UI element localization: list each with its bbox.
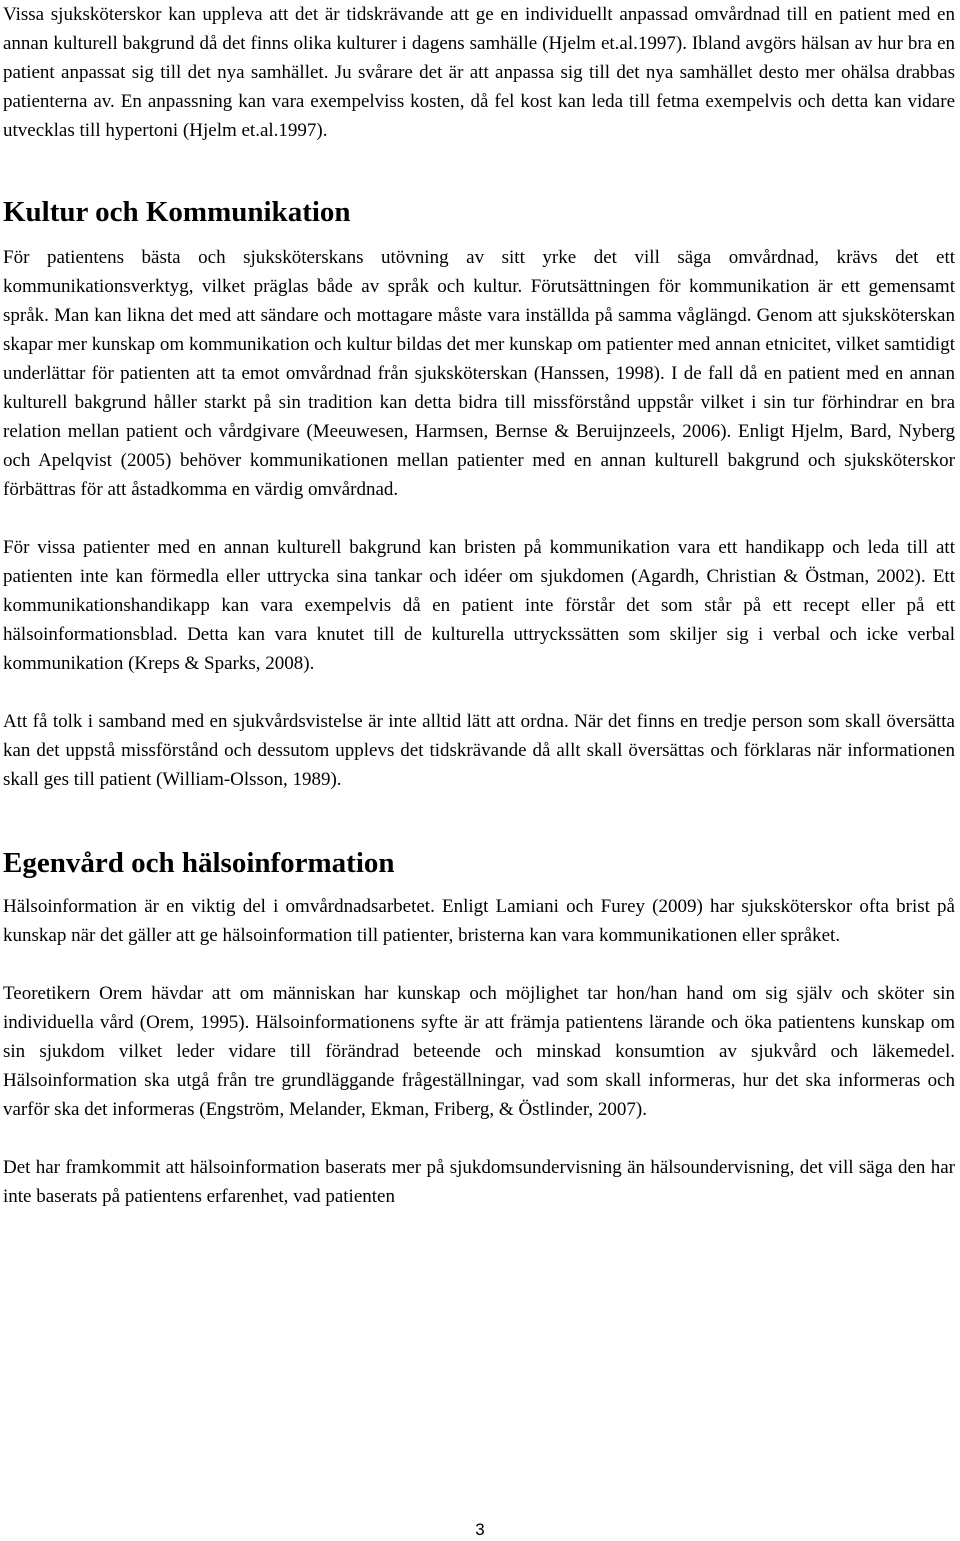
egenvard-paragraph-2: Teoretikern Orem hävdar att om människan har kunskap och möjlighet tar hon/han hand om sig själv och sköter sin individuella vård (Orem, 1995). Hälsoinformationens syfte är att främja patientens lärande och öka patientens kunskap om sin sjukdom vilket leder vidare till förändrad beteende och minskad konsumtion av sjukvård och läkemedel. Hälsoinformation ska utgå från tre grundläggande frågeställningar, vad som skall informeras, hur det ska informeras och varför ska det informeras (Engström, Melander, Ekman, Friberg, & Östlinder, 2007). — [3, 983, 955, 1120]
section-heading-kultur: Kultur och Kommunikation — [3, 196, 351, 228]
page-number: 3 — [475, 1520, 485, 1539]
document-page — [3, 0, 955, 1211]
intro-paragraph: Vissa sjuksköterskor kan uppleva att det är tidskrävande att ge en individuellt anpassad omvårdnad till en patient med en annan kulturell bakgrund då det finns olika kulturer i dagens samhälle (Hjelm et.al.1997). Ibland avgörs hälsan av hur bra en patient anpassat sig till det nya samhället. Ju svårare det är att anpassa sig till det nya samhället desto mer ohälsa drabbas patienterna av. En anpassning kan vara exempelviss kosten, då fel kost kan leda till fetma exempelvis och detta kan vidare utvecklas till hypertoni (Hjelm et.al.1997). — [3, 4, 955, 141]
section-heading-egenvard: Egenvård och hälsoinformation — [3, 847, 395, 879]
egenvard-paragraph-3: Det har framkommit att hälsoinformation baserats mer på sjukdomsundervisning än hälsoundervisning, det vill säga den har inte baserats på patientens erfarenhet, vad patienten — [3, 1157, 955, 1207]
kultur-paragraph-2: För vissa patienter med en annan kulturell bakgrund kan bristen på kommunikation vara ett handikapp och leda till att patienten inte kan förmedla eller uttrycka sina tankar och idéer om sjukdomen (Agardh, Christian & Östman, 2002). Ett kommunikationshandikapp kan vara exempelvis då en patient inte förstår det som står på ett recept eller på ett hälsoinformationsblad. Detta kan vara knutet till de kulturella uttryckssätten som skiljer sig i verbal och icke verbal kommunikation (Kreps & Sparks, 2008). — [3, 537, 955, 674]
egenvard-paragraph-1: Hälsoinformation är en viktig del i omvårdnadsarbetet. Enligt Lamiani och Furey (2009) har sjuksköterskor ofta brist på kunskap när det gäller att ge hälsoinformation till patienter, bristerna kan vara kommunikationen eller språket. — [3, 896, 955, 946]
kultur-paragraph-3: Att få tolk i samband med en sjukvårdsvistelse är inte alltid lätt att ordna. När det finns en tredje person som skall översätta kan det uppstå missförstånd och dessutom upplevs det tidskrävande då allt skall översättas och förklaras när informationen skall ges till patient (William-Olsson, 1989). — [3, 711, 955, 790]
kultur-paragraph-1: För patientens bästa och sjuksköterskans utövning av sitt yrke det vill säga omvårdnad, krävs det ett kommunikationsverktyg, vilket präglas både av språk och kultur. Förutsättningen för kommunikation är ett gemensamt språk. Man kan likna det med att sändare och mottagare måste vara inställda på samma våglängd. Genom att sjuksköterskan skapar mer kunskap om kommunikation och kultur bildas det mer kunskap om patienter med annan etnicitet, vilket samtidigt underlättar för patienten att ta emot omvårdnad från sjuksköterskan (Hanssen, 1998). I de fall då en patient med en annan kulturell bakgrund håller starkt på sin tradition kan detta bidra till missförstånd uppstår vilket i sin tur förhindrar en bra relation mellan patient och vårdgivare (Meeuwesen, Harmsen, Bernse & Beruijnzeels, 2006). Enligt Hjelm, Bard, Nyberg och Apelqvist (2005) behöver kommunikationen mellan patienter med en annan kulturell bakgrund och sjuksköterskor förbättras för att åstadkomma en värdig omvårdnad. — [3, 247, 955, 500]
